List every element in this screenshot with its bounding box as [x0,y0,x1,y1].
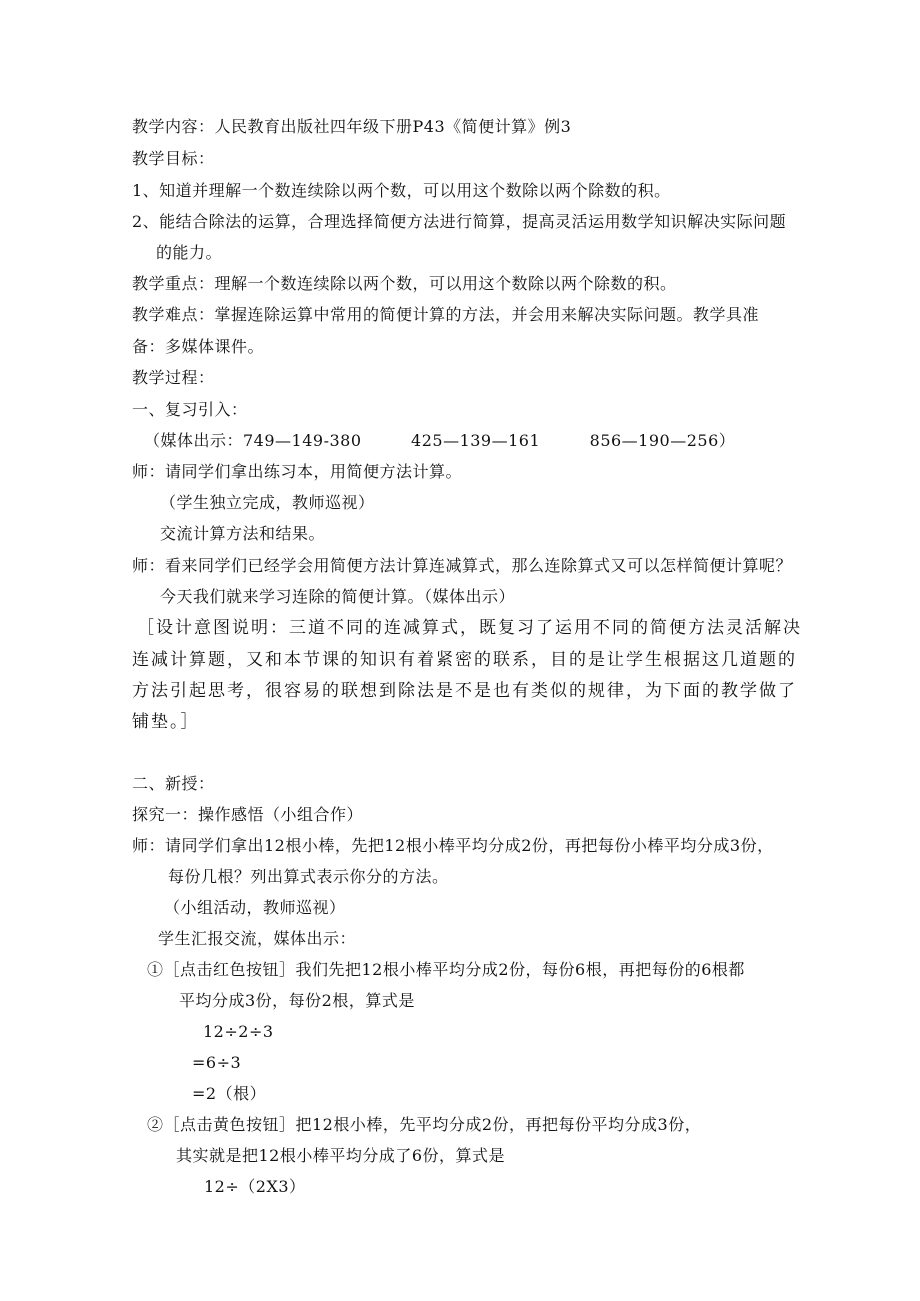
exploration-1-heading: 探究一：操作感悟（小组合作） [132,805,364,824]
method-1-continued: 平均分成3份，每份2根，算式是 [179,991,415,1010]
teacher-line-3-continued: 每份几根？列出算式表示你分的方法。 [168,867,449,886]
student-activity-1: （学生独立完成，教师巡视） [160,493,375,512]
teacher-line-2: 师：看来同学们已经学会用简便方法计算连减算式，那么连除算式又可以怎样简便计算呢？ [132,556,793,575]
goal-1: 1、知道并理解一个数连续除以两个数，可以用这个数除以两个除数的积。 [132,181,671,200]
design-note-line-3: 方法引起思考，很容易的联想到除法是不是也有类似的规律，为下面的教学做了 [132,681,797,701]
teaching-process-heading: 教学过程： [132,368,215,387]
goal-2: 2、能结合除法的运算，合理选择简便方法进行简算，提高灵活运用数学知识解决实际问题 [132,212,787,231]
equation-method-2: 12÷（2X3） [204,1177,306,1196]
teaching-difficulty: 教学难点：掌握连除运算中常用的简便计算的方法，并会用来解决实际问题。教学具准 [132,305,760,324]
method-2-continued: 其实就是把12根小棒平均分成了6份，算式是 [176,1146,506,1165]
equation-step-2: =6÷3 [192,1053,242,1072]
teaching-goals-heading: 教学目标： [132,149,215,168]
design-note-line-2: 连减计算题，又和本节课的知识有着紧密的联系，目的是让学生根据这几道题的 [132,650,797,670]
exchange-results: 交流计算方法和结果。 [160,524,326,543]
section-1-heading: 一、复习引入： [132,400,248,419]
design-note-line-4: 铺垫。］ [132,712,200,732]
teaching-key-point: 教学重点：理解一个数连续除以两个数，可以用这个数除以两个除数的积。 [132,274,677,293]
group-activity: （小组活动，教师巡视） [164,898,346,917]
teaching-materials: 备：多媒体课件。 [132,337,265,356]
teacher-line-3: 师：请同学们拿出12根小棒，先把12根小棒平均分成2份，再把每份小棒平均分成3份， [132,836,774,855]
teaching-content: 教学内容：人民教育出版社四年级下册P43《简便计算》例3 [132,117,572,136]
method-1: ①［点击红色按钮］我们先把12根小棒平均分成2份，每份6根，再把每份的6根都 [147,960,745,979]
section-2-heading: 二、新授： [132,774,215,793]
media-display-expressions: （媒体出示：749—149-380 425—139—161 856—190—256） [144,431,736,450]
equation-step-3: =2（根） [192,1084,267,1103]
student-report: 学生汇报交流，媒体出示： [158,929,357,948]
design-note-line-1: ［设计意图说明：三道不同的连减算式，既复习了运用不同的简便方法灵活解决 [137,618,802,638]
goal-2-continued: 的能力。 [156,243,223,262]
teacher-line-1: 师：请同学们拿出练习本，用简便方法计算。 [132,462,463,481]
equation-step-1: 12÷2÷3 [203,1022,274,1041]
method-2: ②［点击黄色按钮］把12根小棒，先平均分成2份，再把每份平均分成3份， [147,1115,702,1134]
teacher-line-2-continued: 今天我们就来学习连除的简便计算。（媒体出示） [160,587,516,606]
